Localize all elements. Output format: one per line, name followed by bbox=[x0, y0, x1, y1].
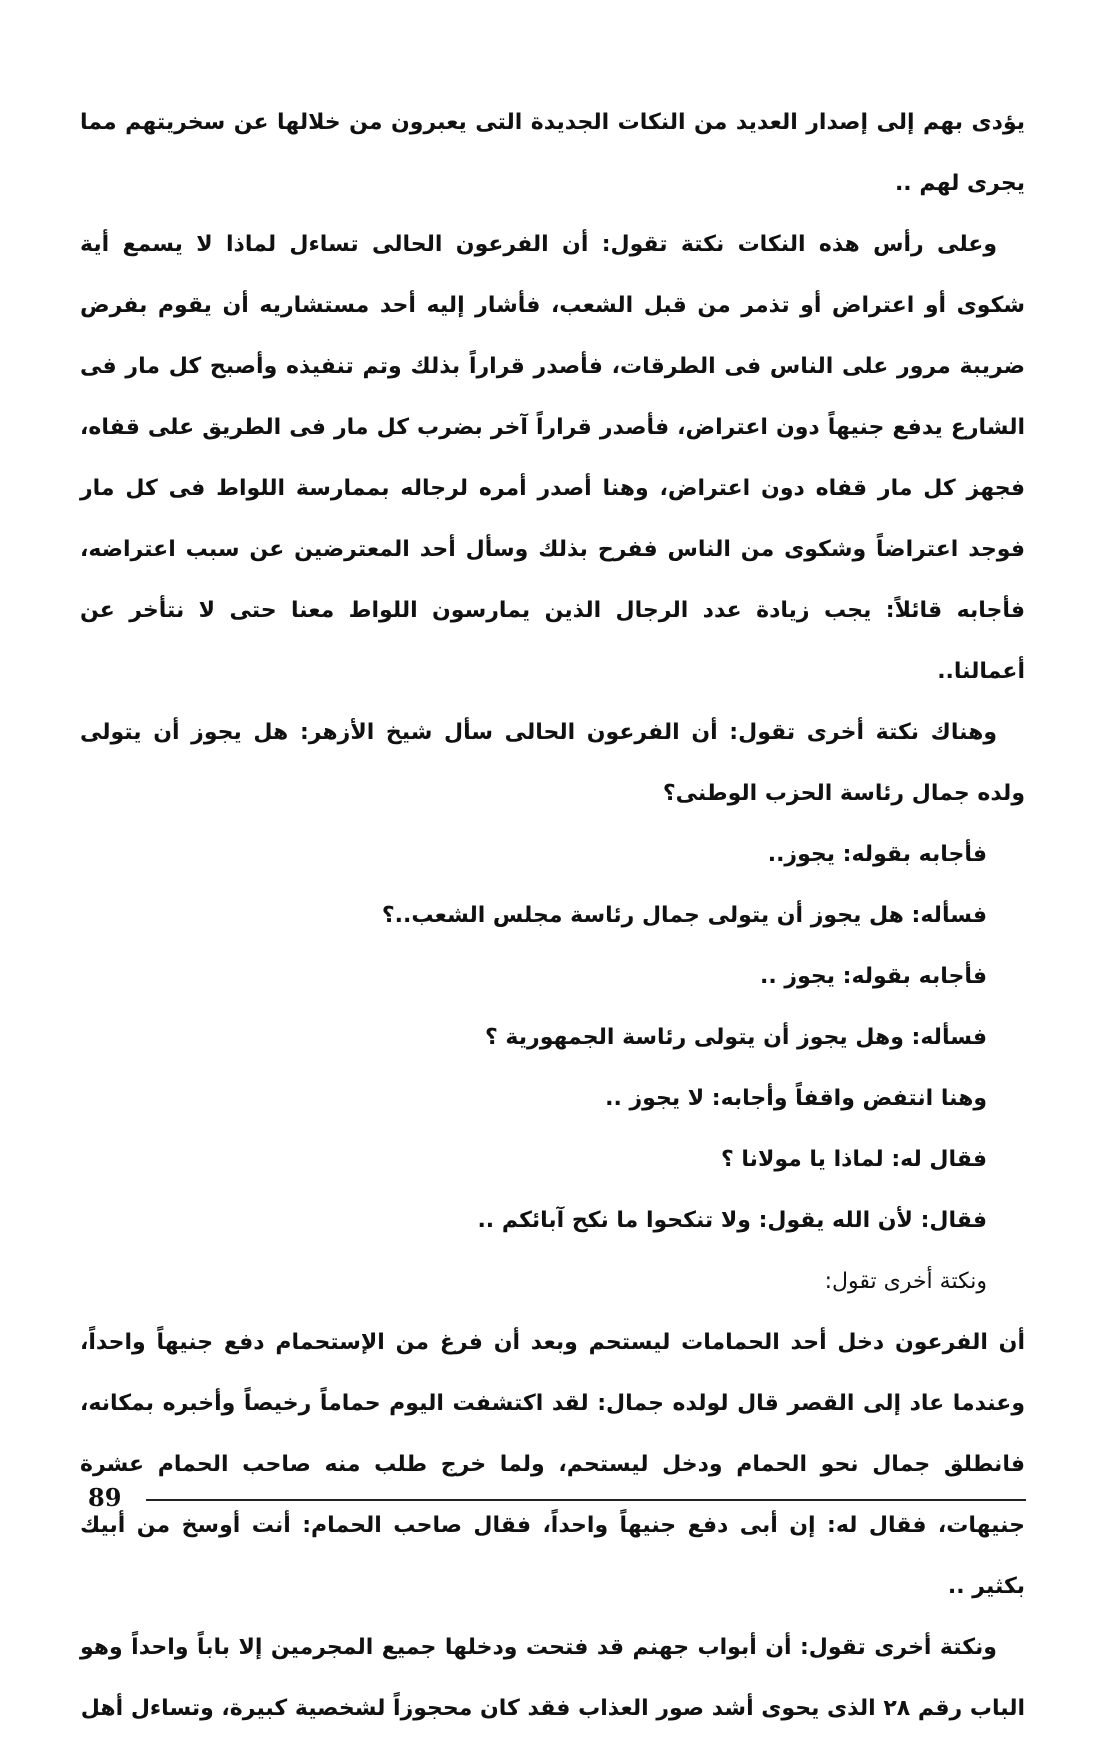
paragraph: يؤدى بهم إلى إصدار العديد من النكات الجديدة التى يعبرون من خلالها عن سخريتهم مما يجرى لهم .. bbox=[80, 110, 1025, 196]
footer-rule bbox=[146, 1499, 1026, 1501]
dialog-line: فقال له: لماذا يا مولانا ؟ bbox=[721, 1147, 987, 1172]
dialog-line: فقال: لأن الله يقول: ولا تنكحوا ما نكح آبائكم .. bbox=[477, 1208, 987, 1233]
dialog-line: ونكتة أخرى تقول: bbox=[824, 1269, 987, 1294]
dialog-line: فسأله: وهل يجوز أن يتولى رئاسة الجمهورية ؟ bbox=[485, 1025, 987, 1050]
paragraph: ونكتة أخرى تقول: أن أبواب جهنم قد فتحت ودخلها جميع المجرمين إلا باباً واحداً وهو الباب رقم ٢٨ الذى يحوى أشد صور العذاب فقد كان محجوزاً لشخصية كبيرة، وتساءل أهل bbox=[80, 1635, 1025, 1721]
paragraph: أن الفرعون دخل أحد الحمامات ليستحم وبعد أن فرغ من الإستحمام دفع جنيهاً واحداً، وعندما عاد إلى القصر قال لولده جمال: لقد اكتشفت اليوم حماماً رخيصاً وأخبره بمكانه، فانطلق جمال نحو الحمام ودخل ليستحم، ولما خرج طلب منه صاحب الحمام عشرة جنيهات، فقال له: إن أبى دفع جنيهاً واحداً، فقال صاحب الحمام: أنت أوسخ من أبيك بكثير .. bbox=[80, 1330, 1025, 1599]
page-number: 89 bbox=[88, 1483, 122, 1512]
dialog-line: فأجابه بقوله: يجوز .. bbox=[760, 964, 987, 989]
dialog-line: وهنا انتفض واقفاً وأجابه: لا يجوز .. bbox=[605, 1086, 987, 1111]
dialog-line: فسأله: هل يجوز أن يتولى جمال رئاسة مجلس الشعب..؟ bbox=[381, 903, 987, 928]
page-footer bbox=[88, 1478, 1028, 1518]
paragraph: وهناك نكتة أخرى تقول: أن الفرعون الحالى سأل شيخ الأزهر: هل يجوز أن يتولى ولده جمال رئاسة الحزب الوطنى؟ bbox=[80, 720, 1025, 806]
paragraph: وعلى رأس هذه النكات نكتة تقول: أن الفرعون الحالى تساءل لماذا لا يسمع أية شكوى أو اعتراض أو تذمر من قبل الشعب، فأشار إليه أحد مستشاريه أن يقوم بفرض ضريبة مرور على الناس فى الطرقات، فأصدر قراراً بذلك وتم تنفيذه وأصبح كل مار فى الشارع يدفع جنيهاً دون اعتراض، فأصدر قراراً آخر بضرب كل مار فى الطريق على قفاه، فجهز كل مار قفاه دون اعتراض، وهنا أصدر أمره لرجاله بممارسة اللواط فى كل مار فوجد اعتراضاً وشكوى من الناس ففرح بذلك وسأل أحد المعترضين عن سبب اعتراضه، فأجابه قائلاً: يجب زيادة عدد الرجال الذين يمارسون اللواط معنا حتى لا نتأخر عن أعمالنا.. bbox=[80, 232, 1025, 684]
dialog-line: فأجابه بقوله: يجوز.. bbox=[767, 842, 987, 867]
